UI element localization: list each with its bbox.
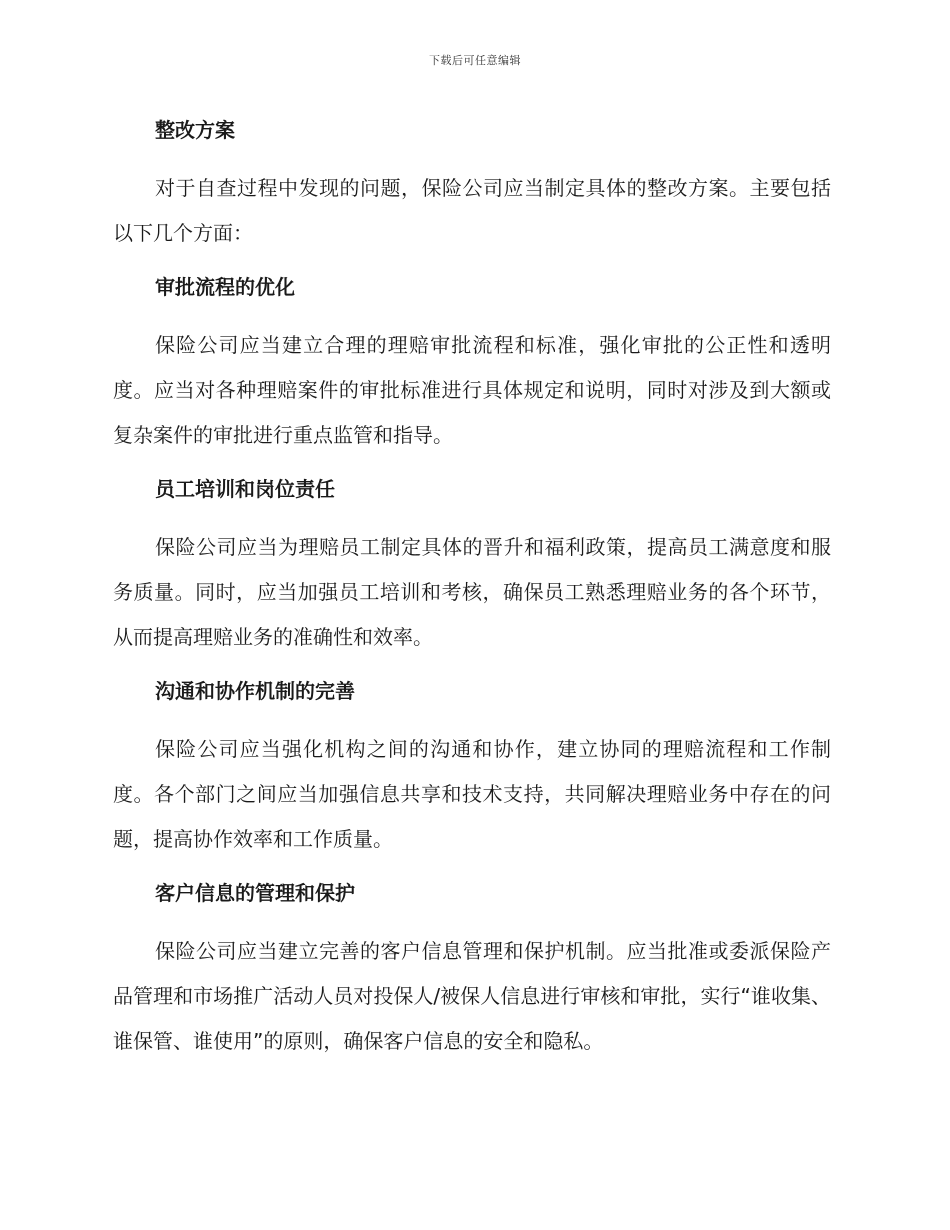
section-paragraph: 保险公司应当建立合理的理赔审批流程和标准，强化审批的公正性和透明度。应当对各种理赔案件的审批标准进行具体规定和说明，同时对涉及到大额或复杂案件的审批进行重点监管和指导。: [113, 333, 831, 447]
page-header-note: 下载后可任意编辑: [429, 54, 521, 67]
section-customer-info: [113, 873, 831, 1064]
section-heading: 审批流程的优化: [155, 275, 295, 299]
section-rectification-plan: [113, 110, 831, 267]
section-communication: [113, 671, 831, 873]
section-paragraph: 保险公司应当建立完善的客户信息管理和保护机制。应当批准或委派保险产品管理和市场推广活动人员对投保人/被保人信息进行审核和审批，实行“谁收集、谁保管、谁使用”的原则，确保客户信息的安全和隐私。: [113, 939, 831, 1053]
section-heading: 沟通和协作机制的完善: [155, 679, 355, 703]
section-paragraph: 保险公司应当为理赔员工制定具体的晋升和福利政策，提高员工满意度和服务质量。同时，应当加强员工培训和考核，确保员工熟悉理赔业务的各个环节，从而提高理赔业务的准确性和效率。: [113, 535, 831, 649]
section-heading: 客户信息的管理和保护: [155, 881, 355, 905]
section-paragraph: 对于自查过程中发现的问题，保险公司应当制定具体的整改方案。主要包括以下几个方面：: [113, 176, 831, 245]
section-staff-training: [113, 469, 831, 671]
section-heading: 整改方案: [155, 118, 235, 142]
section-approval-process: [113, 267, 831, 469]
section-heading: 员工培训和岗位责任: [155, 477, 335, 501]
document-content: [113, 110, 831, 1064]
section-paragraph: 保险公司应当强化机构之间的沟通和协作，建立协同的理赔流程和工作制度。各个部门之间应当加强信息共享和技术支持，共同解决理赔业务中存在的问题，提高协作效率和工作质量。: [113, 737, 831, 851]
